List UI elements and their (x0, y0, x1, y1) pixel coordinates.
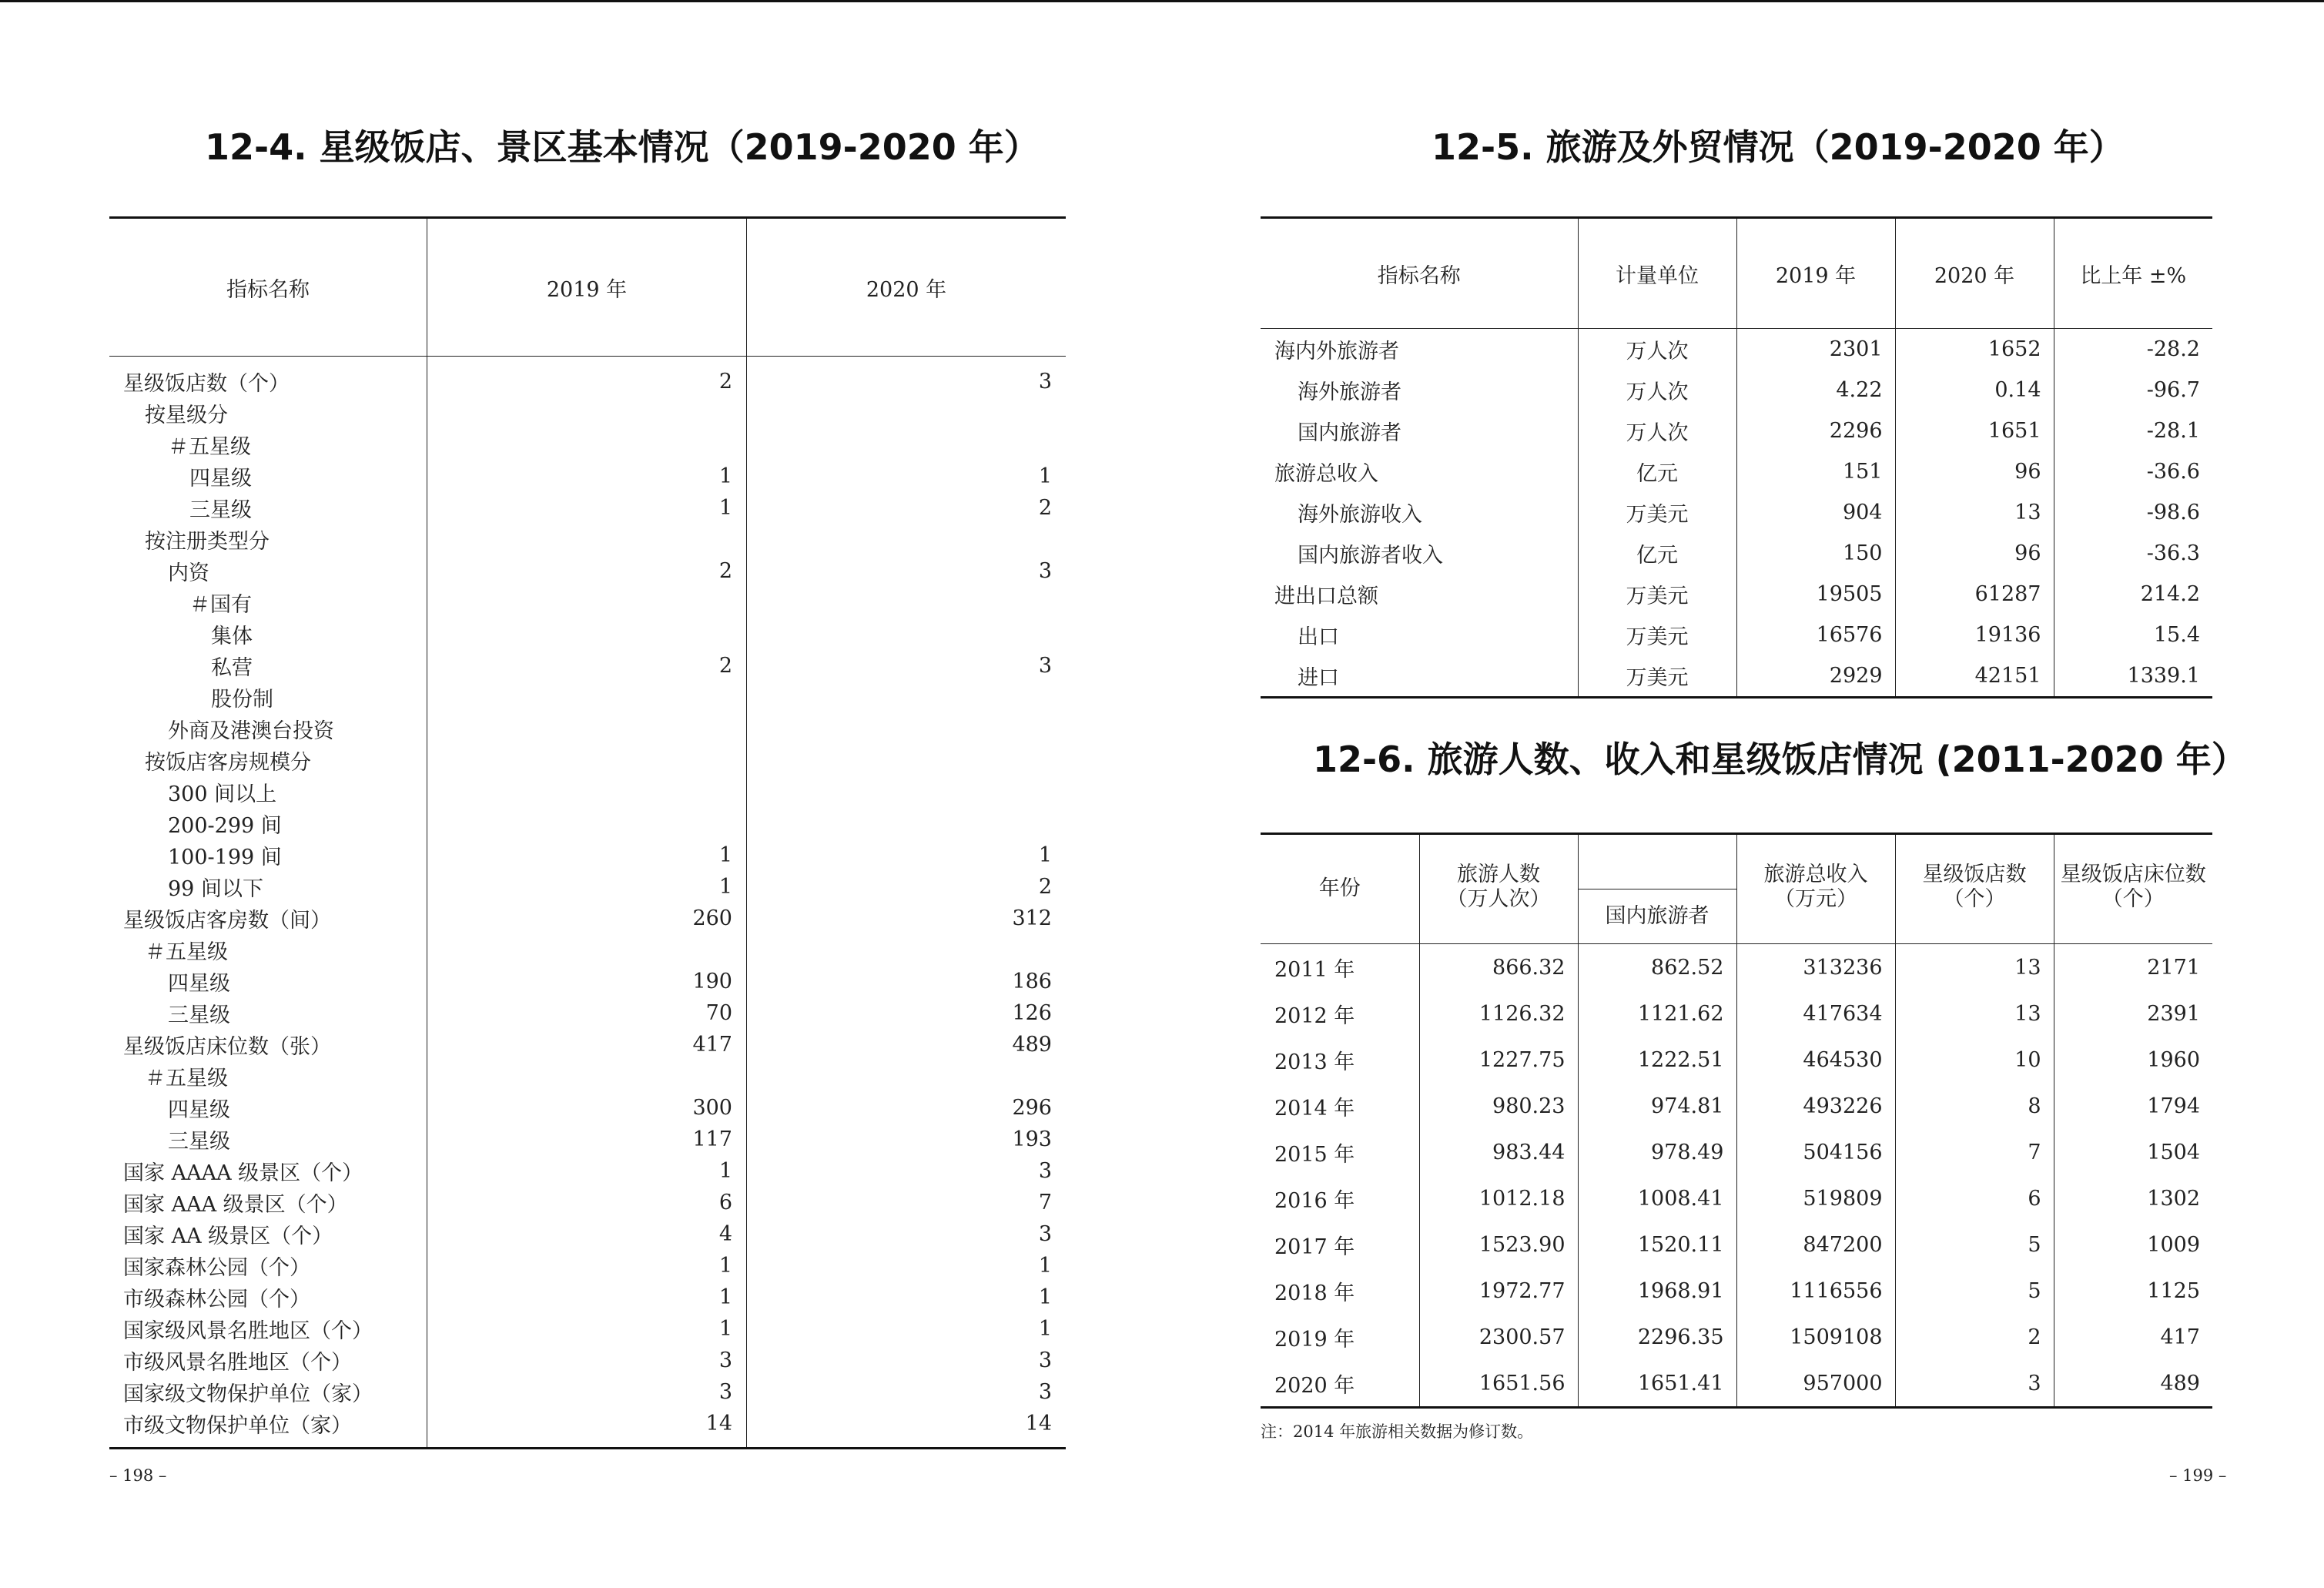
row-label: 星级饭店数（个） (109, 357, 427, 398)
table-row (109, 587, 1066, 618)
row-label: 四星级 (109, 461, 427, 492)
value-2019: 3 (427, 1345, 747, 1376)
value-2020 (747, 776, 1067, 808)
unit-cell: 亿元 (1578, 451, 1736, 492)
value-2019: 2 (427, 555, 747, 587)
income-cell: 847200 (1736, 1221, 1895, 1268)
domestic-cell: 974.81 (1578, 1083, 1736, 1129)
value-2019 (427, 713, 747, 745)
value-change: 214.2 (2140, 582, 2200, 606)
table-row (1261, 410, 2212, 451)
value-change: -28.2 (2146, 337, 2200, 361)
value-2019: 2929 (1736, 655, 1895, 698)
value-2020: 1 (1038, 464, 1052, 488)
value-2020 (747, 587, 1067, 618)
value-2020: 1652 (1895, 329, 2054, 370)
year-cell: 2014 年 (1261, 1083, 1419, 1129)
hotels-cell: 6 (1895, 1175, 2054, 1221)
value-change: 1339.1 (2127, 664, 2200, 688)
value-2020: 96 (1895, 533, 2054, 574)
header-beds: 星级饭店床位数 （个） (2054, 834, 2212, 944)
table-row (1261, 1083, 2212, 1129)
hotels-cell: 3 (1895, 1360, 2054, 1408)
row-label: 四星级 (109, 966, 427, 997)
table-row (109, 618, 1066, 650)
value-2019: 1 (427, 461, 747, 492)
value-2019: 150 (1736, 533, 1895, 574)
table-row (109, 776, 1066, 808)
value-2020 (747, 397, 1067, 429)
hotels-cell: 5 (1895, 1221, 2054, 1268)
table-row (109, 1124, 1066, 1155)
value-2019 (427, 397, 747, 429)
row-label: 内资 (109, 555, 427, 587)
table-row (109, 1029, 1066, 1060)
value-2019: 904 (1736, 492, 1895, 533)
value-2019 (427, 745, 747, 776)
row-label: 国内旅游者收入 (1261, 533, 1578, 574)
value-2020: 61287 (1895, 574, 2054, 615)
header-indicator-name: 指标名称 (109, 218, 427, 357)
value-2020 (747, 934, 1067, 966)
row-label: 股份制 (109, 682, 427, 713)
table-row (1261, 451, 2212, 492)
table-12-4-title: 12-4. 星级饭店、景区基本情况（2019-2020 年） (205, 126, 1040, 168)
value-2020: 126 (1012, 1001, 1052, 1025)
table-row (109, 1218, 1066, 1250)
value-2019: 2 (427, 357, 747, 398)
year-cell: 2019 年 (1261, 1314, 1419, 1360)
value-2020: 3 (1038, 1159, 1052, 1183)
row-label: 进出口总额 (1261, 574, 1578, 615)
value-2020: 296 (1012, 1096, 1052, 1120)
value-2019: 260 (427, 903, 747, 934)
hotels-cell: 2 (1895, 1314, 2054, 1360)
table-row (1261, 1129, 2212, 1175)
income-cell: 417634 (1736, 990, 1895, 1037)
row-label: 三星级 (109, 492, 427, 524)
beds-cell: 1009 (2147, 1232, 2200, 1257)
value-2019 (427, 776, 747, 808)
table-row (109, 1408, 1066, 1449)
row-label: 200-299 间 (109, 808, 427, 839)
table-row (109, 1281, 1066, 1313)
table-row (1261, 1268, 2212, 1314)
table-row (109, 524, 1066, 555)
year-cell: 2013 年 (1261, 1037, 1419, 1083)
row-label: 国家 AAA 级景区（个） (109, 1187, 427, 1218)
value-2020: 3 (1038, 654, 1052, 678)
value-2019 (427, 587, 747, 618)
value-2020 (747, 682, 1067, 713)
table-row (1261, 1221, 2212, 1268)
beds-cell: 2171 (2147, 955, 2200, 980)
value-2020: 13 (1895, 492, 2054, 533)
value-2020: 312 (1012, 906, 1052, 930)
value-2020 (747, 524, 1067, 555)
value-2019: 16576 (1736, 615, 1895, 655)
value-2019: 300 (427, 1092, 747, 1124)
footnote: 注：2014 年旅游相关数据为修订数。 (1261, 1422, 1534, 1441)
row-label: ＃五星级 (109, 934, 427, 966)
year-cell: 2011 年 (1261, 944, 1419, 991)
row-label: 按饭店客房规模分 (109, 745, 427, 776)
domestic-cell: 978.49 (1578, 1129, 1736, 1175)
hotels-cell: 13 (1895, 990, 2054, 1037)
table-row (109, 839, 1066, 871)
table-row (109, 713, 1066, 745)
value-2020 (747, 618, 1067, 650)
unit-cell: 亿元 (1578, 533, 1736, 574)
table-row (109, 1060, 1066, 1092)
value-2020: 96 (1895, 451, 2054, 492)
header-visitors-spacer (1578, 834, 1736, 889)
row-label: 市级文物保护单位（家） (109, 1408, 427, 1449)
table-row (109, 903, 1066, 934)
domestic-cell: 1222.51 (1578, 1037, 1736, 1083)
income-cell: 1116556 (1736, 1268, 1895, 1314)
row-label: 外商及港澳台投资 (109, 713, 427, 745)
beds-cell: 2391 (2147, 1001, 2200, 1026)
header-2020: 2020 年 (747, 218, 1067, 357)
row-label: 星级饭店床位数（张） (109, 1029, 427, 1060)
value-2019: 151 (1736, 451, 1895, 492)
visitors-cell: 2300.57 (1419, 1314, 1578, 1360)
value-2020: 1 (1038, 1285, 1052, 1309)
table-row (109, 397, 1066, 429)
beds-cell: 1794 (2147, 1094, 2200, 1118)
row-label: 集体 (109, 618, 427, 650)
visitors-cell: 980.23 (1419, 1083, 1578, 1129)
visitors-cell: 983.44 (1419, 1129, 1578, 1175)
visitors-cell: 1972.77 (1419, 1268, 1578, 1314)
row-label: 市级森林公园（个） (109, 1281, 427, 1313)
table-row (109, 1313, 1066, 1345)
table-row (109, 650, 1066, 682)
value-2019 (427, 429, 747, 461)
value-2020: 193 (1012, 1127, 1052, 1151)
hotels-cell: 10 (1895, 1037, 2054, 1083)
value-change: -36.3 (2146, 541, 2200, 565)
header-change-percent: 比上年 ±% (2054, 218, 2212, 329)
table-row (1261, 1037, 2212, 1083)
header-hotels: 星级饭店数 （个） (1895, 834, 2054, 944)
unit-cell: 万美元 (1578, 492, 1736, 533)
value-2019: 2301 (1736, 329, 1895, 370)
row-label: 海外旅游收入 (1261, 492, 1578, 533)
table-12-4 (109, 216, 1066, 1449)
value-2020 (747, 713, 1067, 745)
value-2019 (427, 808, 747, 839)
value-change: -28.1 (2146, 419, 2200, 443)
row-label: 按星级分 (109, 397, 427, 429)
domestic-cell: 1968.91 (1578, 1268, 1736, 1314)
header-year: 年份 (1261, 834, 1419, 944)
row-label: 海外旅游者 (1261, 370, 1578, 410)
hotels-cell: 13 (1895, 944, 2054, 991)
value-2020: 1 (1038, 1254, 1052, 1278)
value-2020: 1 (1038, 1317, 1052, 1341)
hotels-cell: 5 (1895, 1268, 2054, 1314)
beds-cell: 489 (2160, 1371, 2200, 1395)
beds-cell: 1504 (2147, 1140, 2200, 1164)
table-row (109, 745, 1066, 776)
table-row (109, 555, 1066, 587)
header-visitors: 旅游人数 （万人次） (1419, 834, 1578, 944)
row-label: 旅游总收入 (1261, 451, 1578, 492)
beds-cell: 1960 (2147, 1047, 2200, 1072)
table-row (1261, 1360, 2212, 1408)
header-income: 旅游总收入 （万元） (1736, 834, 1895, 944)
value-2019: 1 (427, 1155, 747, 1187)
table-12-6 (1261, 833, 2212, 1409)
value-2020: 3 (1038, 1348, 1052, 1372)
value-2019: 190 (427, 966, 747, 997)
value-2019: 2296 (1736, 410, 1895, 451)
hotels-cell: 8 (1895, 1083, 2054, 1129)
table-row (109, 429, 1066, 461)
value-2020: 186 (1012, 970, 1052, 993)
value-change: -36.6 (2146, 460, 2200, 484)
unit-cell: 万人次 (1578, 410, 1736, 451)
value-2020 (747, 745, 1067, 776)
table-row (1261, 370, 2212, 410)
income-cell: 464530 (1736, 1037, 1895, 1083)
table-row (1261, 1314, 2212, 1360)
unit-cell: 万人次 (1578, 370, 1736, 410)
visitors-cell: 1523.90 (1419, 1221, 1578, 1268)
value-2020 (747, 1060, 1067, 1092)
value-2020: 3 (1038, 370, 1052, 394)
table-12-5 (1261, 216, 2212, 699)
domestic-cell: 862.52 (1578, 944, 1736, 991)
value-2019: 1 (427, 871, 747, 903)
row-label: 按注册类型分 (109, 524, 427, 555)
value-2020: 489 (1012, 1033, 1052, 1057)
table-row (109, 492, 1066, 524)
row-label: 进口 (1261, 655, 1578, 698)
value-2020: 1651 (1895, 410, 2054, 451)
row-label: 海内外旅游者 (1261, 329, 1578, 370)
value-2020: 19136 (1895, 615, 2054, 655)
beds-cell: 417 (2160, 1325, 2200, 1349)
header-unit: 计量单位 (1578, 218, 1736, 329)
value-2020: 3 (1038, 559, 1052, 583)
domestic-cell: 1520.11 (1578, 1221, 1736, 1268)
row-label: 国内旅游者 (1261, 410, 1578, 451)
domestic-cell: 2296.35 (1578, 1314, 1736, 1360)
header-2019: 2019 年 (427, 218, 747, 357)
value-2019 (427, 1060, 747, 1092)
year-cell: 2012 年 (1261, 990, 1419, 1037)
domestic-cell: 1651.41 (1578, 1360, 1736, 1408)
year-cell: 2017 年 (1261, 1221, 1419, 1268)
unit-cell: 万美元 (1578, 574, 1736, 615)
table-12-6-title: 12-6. 旅游人数、收入和星级饭店情况 (2011-2020 年） (1313, 739, 2247, 780)
value-change: -96.7 (2146, 378, 2200, 402)
value-change: -98.6 (2146, 501, 2200, 524)
value-2019: 1 (427, 1313, 747, 1345)
domestic-cell: 1121.62 (1578, 990, 1736, 1037)
row-label: 三星级 (109, 1124, 427, 1155)
header-2020: 2020 年 (1895, 218, 2054, 329)
row-label: ＃五星级 (109, 429, 427, 461)
page-number-right: – 199 – (2169, 1466, 2227, 1485)
row-label: 国家 AA 级景区（个） (109, 1218, 427, 1250)
value-2019: 1 (427, 1281, 747, 1313)
value-2019 (427, 682, 747, 713)
value-2020: 2 (1038, 496, 1052, 520)
table-row (109, 808, 1066, 839)
value-2020: 0.14 (1895, 370, 2054, 410)
row-label: 300 间以上 (109, 776, 427, 808)
row-label: 国家森林公园（个） (109, 1250, 427, 1281)
table-row (1261, 533, 2212, 574)
table-row (1261, 492, 2212, 533)
value-2019: 117 (427, 1124, 747, 1155)
table-row (109, 1187, 1066, 1218)
year-cell: 2015 年 (1261, 1129, 1419, 1175)
row-label: 100-199 间 (109, 839, 427, 871)
value-2019: 2 (427, 650, 747, 682)
table-row (1261, 990, 2212, 1037)
value-2020: 2 (1038, 875, 1052, 899)
row-label: 出口 (1261, 615, 1578, 655)
visitors-cell: 866.32 (1419, 944, 1578, 991)
value-2019: 417 (427, 1029, 747, 1060)
value-2020: 3 (1038, 1380, 1052, 1404)
year-cell: 2020 年 (1261, 1360, 1419, 1408)
value-2019: 14 (427, 1408, 747, 1449)
row-label: ＃五星级 (109, 1060, 427, 1092)
table-row (109, 1250, 1066, 1281)
row-label: 国家 AAAA 级景区（个） (109, 1155, 427, 1187)
year-cell: 2016 年 (1261, 1175, 1419, 1221)
visitors-cell: 1126.32 (1419, 990, 1578, 1037)
beds-cell: 1125 (2147, 1278, 2200, 1303)
value-2019: 6 (427, 1187, 747, 1218)
table-row (1261, 1175, 2212, 1221)
value-2019: 4 (427, 1218, 747, 1250)
row-label: 四星级 (109, 1092, 427, 1124)
income-cell: 313236 (1736, 944, 1895, 991)
value-2019: 19505 (1736, 574, 1895, 615)
row-label: 市级风景名胜地区（个） (109, 1345, 427, 1376)
page-number-left: – 198 – (109, 1466, 167, 1485)
header-indicator-name: 指标名称 (1261, 218, 1578, 329)
header-2019: 2019 年 (1736, 218, 1895, 329)
header-domestic: 国内旅游者 (1578, 889, 1736, 944)
table-row (1261, 329, 2212, 370)
value-2020: 1 (1038, 843, 1052, 867)
domestic-cell: 1008.41 (1578, 1175, 1736, 1221)
row-label: 国家级风景名胜地区（个） (109, 1313, 427, 1345)
table-row (109, 997, 1066, 1029)
table-row (109, 871, 1066, 903)
row-label: 国家级文物保护单位（家） (109, 1376, 427, 1408)
unit-cell: 万美元 (1578, 615, 1736, 655)
row-label: 三星级 (109, 997, 427, 1029)
table-row (109, 1155, 1066, 1187)
income-cell: 493226 (1736, 1083, 1895, 1129)
row-label: 99 间以下 (109, 871, 427, 903)
table-row (109, 966, 1066, 997)
table-row (109, 357, 1066, 398)
income-cell: 519809 (1736, 1175, 1895, 1221)
row-label: ＃国有 (109, 587, 427, 618)
table-row (1261, 655, 2212, 698)
value-change: 15.4 (2153, 623, 2200, 647)
visitors-cell: 1651.56 (1419, 1360, 1578, 1408)
row-label: 私营 (109, 650, 427, 682)
table-row (109, 1345, 1066, 1376)
value-2019: 1 (427, 492, 747, 524)
table-row (1261, 615, 2212, 655)
table-row (109, 934, 1066, 966)
table-row (109, 682, 1066, 713)
value-2019: 1 (427, 1250, 747, 1281)
value-2019: 1 (427, 839, 747, 871)
table-row (1261, 574, 2212, 615)
visitors-cell: 1012.18 (1419, 1175, 1578, 1221)
value-2020: 14 (1025, 1412, 1052, 1436)
value-2020 (747, 429, 1067, 461)
income-cell: 957000 (1736, 1360, 1895, 1408)
table-row (109, 1092, 1066, 1124)
value-2019 (427, 934, 747, 966)
right-page (1162, 0, 2324, 1588)
income-cell: 504156 (1736, 1129, 1895, 1175)
value-2019 (427, 524, 747, 555)
year-cell: 2018 年 (1261, 1268, 1419, 1314)
unit-cell: 万人次 (1578, 329, 1736, 370)
row-label: 星级饭店客房数（间） (109, 903, 427, 934)
value-2020: 7 (1038, 1191, 1052, 1214)
value-2020 (747, 808, 1067, 839)
table-12-5-title: 12-5. 旅游及外贸情况（2019-2020 年） (1432, 126, 2125, 168)
unit-cell: 万美元 (1578, 655, 1736, 698)
value-2019: 70 (427, 997, 747, 1029)
income-cell: 1509108 (1736, 1314, 1895, 1360)
table-row (109, 1376, 1066, 1408)
visitors-cell: 1227.75 (1419, 1037, 1578, 1083)
value-2019 (427, 618, 747, 650)
table-row (109, 461, 1066, 492)
hotels-cell: 7 (1895, 1129, 2054, 1175)
value-2019: 3 (427, 1376, 747, 1408)
value-2020: 42151 (1895, 655, 2054, 698)
value-2019: 4.22 (1736, 370, 1895, 410)
beds-cell: 1302 (2147, 1186, 2200, 1211)
table-row (1261, 944, 2212, 991)
value-2020: 3 (1038, 1222, 1052, 1246)
